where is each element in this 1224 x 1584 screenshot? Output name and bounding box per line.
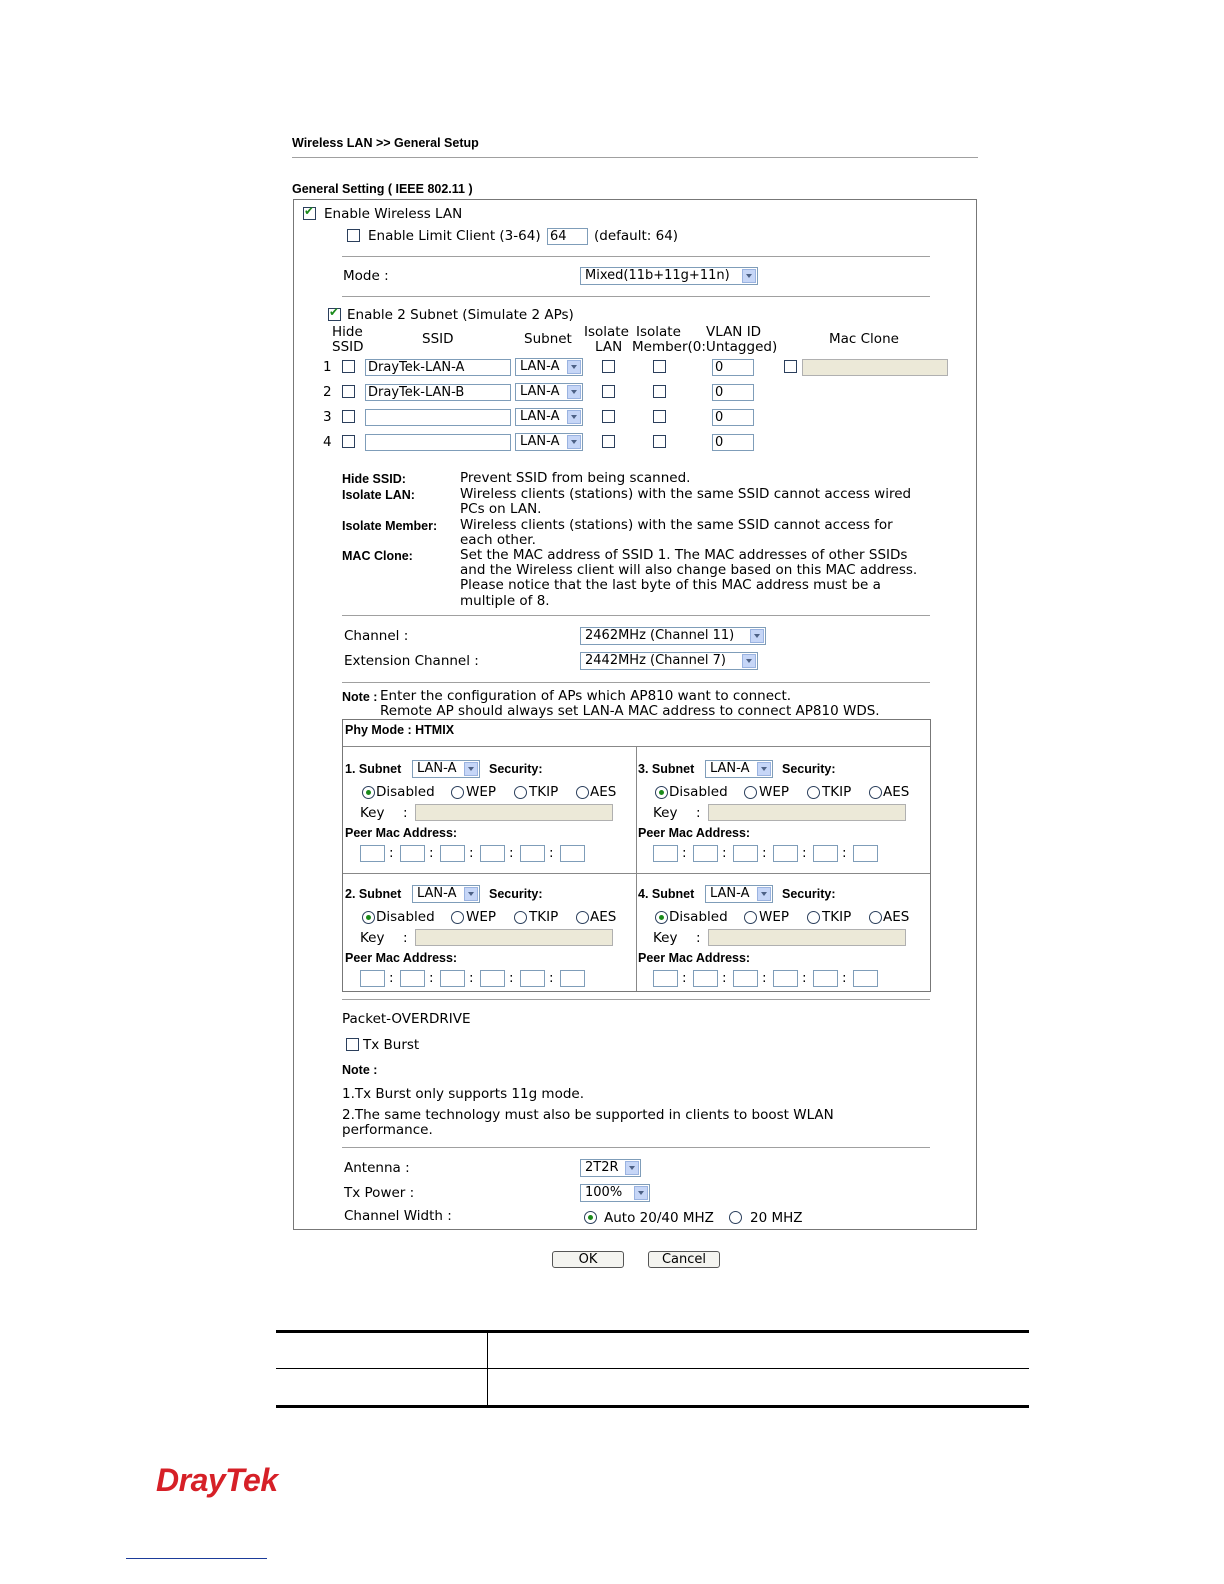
peer-mac-octet-input[interactable] xyxy=(520,970,545,987)
mode-select[interactable] xyxy=(580,267,758,285)
subnet-select[interactable] xyxy=(515,408,583,426)
cancel-button[interactable]: Cancel xyxy=(648,1251,720,1268)
vlan-id-input[interactable]: 0 xyxy=(712,359,754,376)
tx-power-value: 100% xyxy=(585,1185,623,1200)
security-3-radio[interactable] xyxy=(576,911,589,924)
vlan-id-input[interactable]: 0 xyxy=(712,434,754,451)
desc-text: each other. xyxy=(460,532,536,548)
mac-separator: : xyxy=(549,970,554,986)
peer-mac-octet-input[interactable] xyxy=(853,970,878,987)
wds-key-colon: : xyxy=(696,930,701,946)
isolate-member-checkbox[interactable] xyxy=(653,410,666,423)
desc-text: PCs on LAN. xyxy=(460,501,542,517)
peer-mac-octet-input[interactable] xyxy=(653,970,678,987)
chevron-down-icon xyxy=(567,410,581,424)
mac-separator: : xyxy=(802,845,807,861)
desc-text: Prevent SSID from being scanned. xyxy=(460,470,691,486)
security-2-radio[interactable] xyxy=(514,786,527,799)
limit-client-input[interactable]: 64 xyxy=(547,228,588,245)
wds-key-input[interactable] xyxy=(415,929,613,946)
mode-label: Mode : xyxy=(343,268,389,284)
channel-width-label: Channel Width : xyxy=(344,1208,452,1224)
mode-value: Mixed(11b+11g+11n) xyxy=(585,268,730,283)
chevron-down-icon xyxy=(757,762,771,776)
desc-text: and the Wireless client will also change based on this MAC address. xyxy=(460,562,918,578)
subnet-value: LAN-A xyxy=(520,359,560,374)
security-1-radio[interactable] xyxy=(744,786,757,799)
security-0-radio[interactable] xyxy=(362,786,375,799)
wds-security-label: Security: xyxy=(782,887,836,901)
security-2-radio[interactable] xyxy=(807,786,820,799)
wds-key-label: Key xyxy=(360,805,385,821)
wds-note-label: Note : xyxy=(342,690,378,704)
wds-security-label: Security: xyxy=(489,887,543,901)
wds-key-input[interactable] xyxy=(708,804,906,821)
header-isolate: Isolate xyxy=(584,324,629,340)
wds-peer-mac-label: Peer Mac Address: xyxy=(638,826,751,840)
enable-2-subnet-checkbox[interactable] xyxy=(328,308,341,321)
isolate-lan-checkbox[interactable] xyxy=(602,410,615,423)
width-auto-label: Auto 20/40 MHZ xyxy=(604,1210,714,1226)
header-hide-ssid: SSID xyxy=(332,339,364,355)
isolate-lan-checkbox[interactable] xyxy=(602,360,615,373)
peer-mac-octet-input[interactable] xyxy=(813,970,838,987)
phy-mode-title: Phy Mode : HTMIX xyxy=(345,723,455,737)
section-title: General Setting ( IEEE 802.11 ) xyxy=(292,182,473,196)
subnet-select[interactable] xyxy=(515,433,583,451)
ssid-input[interactable] xyxy=(365,434,511,451)
desc-term-mac-clone: MAC Clone: xyxy=(342,549,413,563)
mac-separator: : xyxy=(842,845,847,861)
row-number: 3 xyxy=(323,409,332,425)
chevron-down-icon xyxy=(634,1186,648,1200)
chevron-down-icon xyxy=(742,269,756,283)
security-1-radio[interactable] xyxy=(744,911,757,924)
security-option-label: AES xyxy=(590,909,617,925)
wds-key-label: Key xyxy=(653,805,678,821)
wds-subnet-title: 2. Subnet xyxy=(345,887,402,901)
wds-key-colon: : xyxy=(403,805,408,821)
wds-subnet-title: 3. Subnet xyxy=(638,762,695,776)
ssid-input[interactable] xyxy=(365,409,511,426)
wds-key-colon: : xyxy=(403,930,408,946)
security-0-radio[interactable] xyxy=(655,911,668,924)
security-0-radio[interactable] xyxy=(362,911,375,924)
ext-channel-value: 2442MHz (Channel 7) xyxy=(585,653,726,668)
wds-key-input[interactable] xyxy=(708,929,906,946)
wds-subnet-select[interactable] xyxy=(412,760,480,778)
peer-mac-octet-input[interactable] xyxy=(853,845,878,862)
channel-label: Channel : xyxy=(344,628,409,644)
header-hide: Hide xyxy=(332,324,363,340)
peer-mac-octet-input[interactable] xyxy=(733,845,758,862)
mac-separator: : xyxy=(682,845,687,861)
mac-separator: : xyxy=(389,845,394,861)
header-subnet: Subnet xyxy=(524,331,572,347)
divider xyxy=(342,296,930,297)
table-top-rule xyxy=(276,1330,1029,1333)
mac-separator: : xyxy=(469,970,474,986)
peer-mac-octet-input[interactable] xyxy=(440,845,465,862)
hide-ssid-checkbox[interactable] xyxy=(342,360,355,373)
security-option-label: TKIP xyxy=(529,784,559,800)
overdrive-note-label: Note : xyxy=(342,1063,378,1077)
chevron-down-icon xyxy=(625,1161,639,1175)
mac-separator: : xyxy=(762,845,767,861)
security-option-label: AES xyxy=(883,909,910,925)
enable-2-subnet-label: Enable 2 Subnet (Simulate 2 APs) xyxy=(347,307,574,323)
security-option-label: AES xyxy=(590,784,617,800)
header-isolate-2: Isolate xyxy=(636,324,681,340)
desc-term-isolate-lan: Isolate LAN: xyxy=(342,488,415,502)
security-option-label: Disabled xyxy=(376,784,435,800)
tx-power-label: Tx Power : xyxy=(344,1185,415,1201)
divider xyxy=(342,999,930,1000)
peer-mac-octet-input[interactable] xyxy=(693,845,718,862)
subnet-value: LAN-A xyxy=(520,384,560,399)
chevron-down-icon xyxy=(750,629,764,643)
width-20-label: 20 MHZ xyxy=(750,1210,803,1226)
table-bottom-rule xyxy=(276,1405,1029,1408)
wds-key-input[interactable] xyxy=(415,804,613,821)
peer-mac-octet-input[interactable] xyxy=(773,970,798,987)
wds-key-colon: : xyxy=(696,805,701,821)
desc-text: Please notice that the last byte of this MAC address must be a xyxy=(460,577,881,593)
desc-text: Set the MAC address of SSID 1. The MAC addresses of other SSIDs xyxy=(460,547,908,563)
security-option-label: TKIP xyxy=(822,784,852,800)
security-3-radio[interactable] xyxy=(576,786,589,799)
subnet-select[interactable] xyxy=(515,383,583,401)
mac-clone-checkbox[interactable] xyxy=(784,360,797,373)
wds-subnet-title: 1. Subnet xyxy=(345,762,402,776)
subnet-value: LAN-A xyxy=(520,409,560,424)
security-option-label: Disabled xyxy=(669,784,728,800)
row-number: 1 xyxy=(323,359,332,375)
desc-term-hide-ssid: Hide SSID: xyxy=(342,472,406,486)
footer-link-rule xyxy=(126,1558,267,1559)
enable-wlan-checkbox[interactable] xyxy=(303,207,316,220)
security-option-label: Disabled xyxy=(376,909,435,925)
security-3-radio[interactable] xyxy=(869,911,882,924)
peer-mac-octet-input[interactable] xyxy=(480,845,505,862)
wds-subnet-select[interactable] xyxy=(412,885,480,903)
overdrive-note-2b: performance. xyxy=(342,1122,433,1138)
mac-separator: : xyxy=(549,845,554,861)
desc-term-isolate-member: Isolate Member: xyxy=(342,519,438,533)
mac-separator: : xyxy=(469,845,474,861)
security-option-label: WEP xyxy=(466,909,497,925)
subnet-select[interactable] xyxy=(515,358,583,376)
isolate-member-checkbox[interactable] xyxy=(653,360,666,373)
wds-note-line1: Enter the configuration of APs which AP810 want to connect. xyxy=(380,688,792,704)
mac-separator: : xyxy=(429,970,434,986)
vlan-id-input[interactable]: 0 xyxy=(712,409,754,426)
channel-select[interactable] xyxy=(580,627,766,645)
isolate-member-checkbox[interactable] xyxy=(653,435,666,448)
enable-wlan-label: Enable Wireless LAN xyxy=(324,206,463,222)
header-isolate-lan: LAN xyxy=(595,339,623,355)
security-option-label: TKIP xyxy=(529,909,559,925)
mac-separator: : xyxy=(509,845,514,861)
peer-mac-octet-input[interactable] xyxy=(400,970,425,987)
wds-key-label: Key xyxy=(360,930,385,946)
mac-separator: : xyxy=(389,970,394,986)
draytek-logo: DrayTek xyxy=(156,1462,278,1498)
limit-client-checkbox[interactable] xyxy=(347,229,360,242)
antenna-value: 2T2R xyxy=(585,1160,619,1175)
subnet-value: LAN-A xyxy=(520,434,560,449)
security-option-label: WEP xyxy=(759,909,790,925)
desc-text: Wireless clients (stations) with the same SSID cannot access wired xyxy=(460,486,912,502)
ssid-input[interactable]: DrayTek-LAN-B xyxy=(365,384,511,401)
chevron-down-icon xyxy=(567,360,581,374)
hide-ssid-checkbox[interactable] xyxy=(342,410,355,423)
security-1-radio[interactable] xyxy=(451,786,464,799)
security-option-label: WEP xyxy=(759,784,790,800)
peer-mac-octet-input[interactable] xyxy=(360,845,385,862)
chevron-down-icon xyxy=(742,654,756,668)
row-number: 2 xyxy=(323,384,332,400)
header-isolate-member: Member(0:Untagged) xyxy=(632,339,778,355)
security-0-radio[interactable] xyxy=(655,786,668,799)
isolate-lan-checkbox[interactable] xyxy=(602,385,615,398)
tx-burst-label: Tx Burst xyxy=(363,1037,420,1053)
chevron-down-icon xyxy=(567,435,581,449)
wds-subnet-value: LAN-A xyxy=(417,886,457,901)
header-ssid: SSID xyxy=(422,331,454,347)
divider xyxy=(342,682,930,683)
security-1-radio[interactable] xyxy=(451,911,464,924)
peer-mac-octet-input[interactable] xyxy=(653,845,678,862)
overdrive-title: Packet-OVERDRIVE xyxy=(342,1011,471,1027)
divider xyxy=(342,256,930,257)
header-divider xyxy=(292,157,978,158)
wds-note-line2: Remote AP should always set LAN-A MAC address to connect AP810 WDS. xyxy=(380,703,880,719)
chevron-down-icon xyxy=(464,887,478,901)
mac-separator: : xyxy=(802,970,807,986)
peer-mac-octet-input[interactable] xyxy=(813,845,838,862)
vlan-id-input[interactable]: 0 xyxy=(712,384,754,401)
divider xyxy=(342,615,930,616)
antenna-select[interactable] xyxy=(580,1159,641,1177)
wds-subnet-select[interactable] xyxy=(705,760,773,778)
mac-clone-input[interactable] xyxy=(802,359,948,376)
width-20-radio[interactable] xyxy=(729,1211,742,1224)
tx-power-select[interactable] xyxy=(580,1184,650,1202)
wds-key-label: Key xyxy=(653,930,678,946)
peer-mac-octet-input[interactable] xyxy=(693,970,718,987)
tx-burst-checkbox[interactable] xyxy=(346,1038,359,1051)
security-2-radio[interactable] xyxy=(807,911,820,924)
peer-mac-octet-input[interactable] xyxy=(773,845,798,862)
security-option-label: Disabled xyxy=(669,909,728,925)
mac-separator: : xyxy=(762,970,767,986)
isolate-member-checkbox[interactable] xyxy=(653,385,666,398)
security-option-label: WEP xyxy=(466,784,497,800)
overdrive-note-2a: 2.The same technology must also be supported in clients to boost WLAN xyxy=(342,1107,834,1123)
desc-text: Wireless clients (stations) with the same SSID cannot access for xyxy=(460,517,893,533)
security-3-radio[interactable] xyxy=(869,786,882,799)
header-vlan-id: VLAN ID xyxy=(706,324,762,340)
security-2-radio[interactable] xyxy=(514,911,527,924)
mac-separator: : xyxy=(722,845,727,861)
chevron-down-icon xyxy=(464,762,478,776)
wds-security-label: Security: xyxy=(782,762,836,776)
mac-separator: : xyxy=(682,970,687,986)
peer-mac-octet-input[interactable] xyxy=(560,845,585,862)
wds-peer-mac-label: Peer Mac Address: xyxy=(638,951,751,965)
peer-mac-octet-input[interactable] xyxy=(440,970,465,987)
peer-mac-octet-input[interactable] xyxy=(733,970,758,987)
peer-mac-octet-input[interactable] xyxy=(520,845,545,862)
ssid-input[interactable]: DrayTek-LAN-A xyxy=(365,359,511,376)
table-row-rule xyxy=(276,1368,1029,1369)
security-option-label: TKIP xyxy=(822,909,852,925)
limit-client-label: Enable Limit Client (3-64) xyxy=(368,228,541,244)
divider xyxy=(343,873,930,874)
divider xyxy=(342,1147,930,1148)
breadcrumb: Wireless LAN >> General Setup xyxy=(292,136,479,150)
row-number: 4 xyxy=(323,434,332,450)
overdrive-note-1: 1.Tx Burst only supports 11g mode. xyxy=(342,1086,585,1102)
peer-mac-octet-input[interactable] xyxy=(560,970,585,987)
ext-channel-label: Extension Channel : xyxy=(344,653,479,669)
limit-client-default: (default: 64) xyxy=(594,228,679,244)
phy-vertical-divider xyxy=(636,747,637,991)
wds-peer-mac-label: Peer Mac Address: xyxy=(345,826,458,840)
security-option-label: AES xyxy=(883,784,910,800)
mac-separator: : xyxy=(509,970,514,986)
peer-mac-octet-input[interactable] xyxy=(360,970,385,987)
wds-security-label: Security: xyxy=(489,762,543,776)
ok-button[interactable]: OK xyxy=(552,1251,624,1268)
peer-mac-octet-input[interactable] xyxy=(480,970,505,987)
ext-channel-select[interactable] xyxy=(580,652,758,670)
hide-ssid-checkbox[interactable] xyxy=(342,435,355,448)
antenna-label: Antenna : xyxy=(344,1160,410,1176)
table-column-rule xyxy=(487,1332,488,1406)
channel-value: 2462MHz (Channel 11) xyxy=(585,628,735,643)
desc-text: multiple of 8. xyxy=(460,593,550,609)
mac-separator: : xyxy=(429,845,434,861)
mac-separator: : xyxy=(722,970,727,986)
width-auto-radio[interactable] xyxy=(584,1211,597,1224)
wds-subnet-value: LAN-A xyxy=(417,761,457,776)
chevron-down-icon xyxy=(567,385,581,399)
isolate-lan-checkbox[interactable] xyxy=(602,435,615,448)
wds-subnet-value: LAN-A xyxy=(710,761,750,776)
header-mac-clone: Mac Clone xyxy=(829,331,899,347)
wds-subnet-title: 4. Subnet xyxy=(638,887,695,901)
wds-subnet-value: LAN-A xyxy=(710,886,750,901)
chevron-down-icon xyxy=(757,887,771,901)
mac-separator: : xyxy=(842,970,847,986)
hide-ssid-checkbox[interactable] xyxy=(342,385,355,398)
peer-mac-octet-input[interactable] xyxy=(400,845,425,862)
wds-subnet-select[interactable] xyxy=(705,885,773,903)
wds-peer-mac-label: Peer Mac Address: xyxy=(345,951,458,965)
